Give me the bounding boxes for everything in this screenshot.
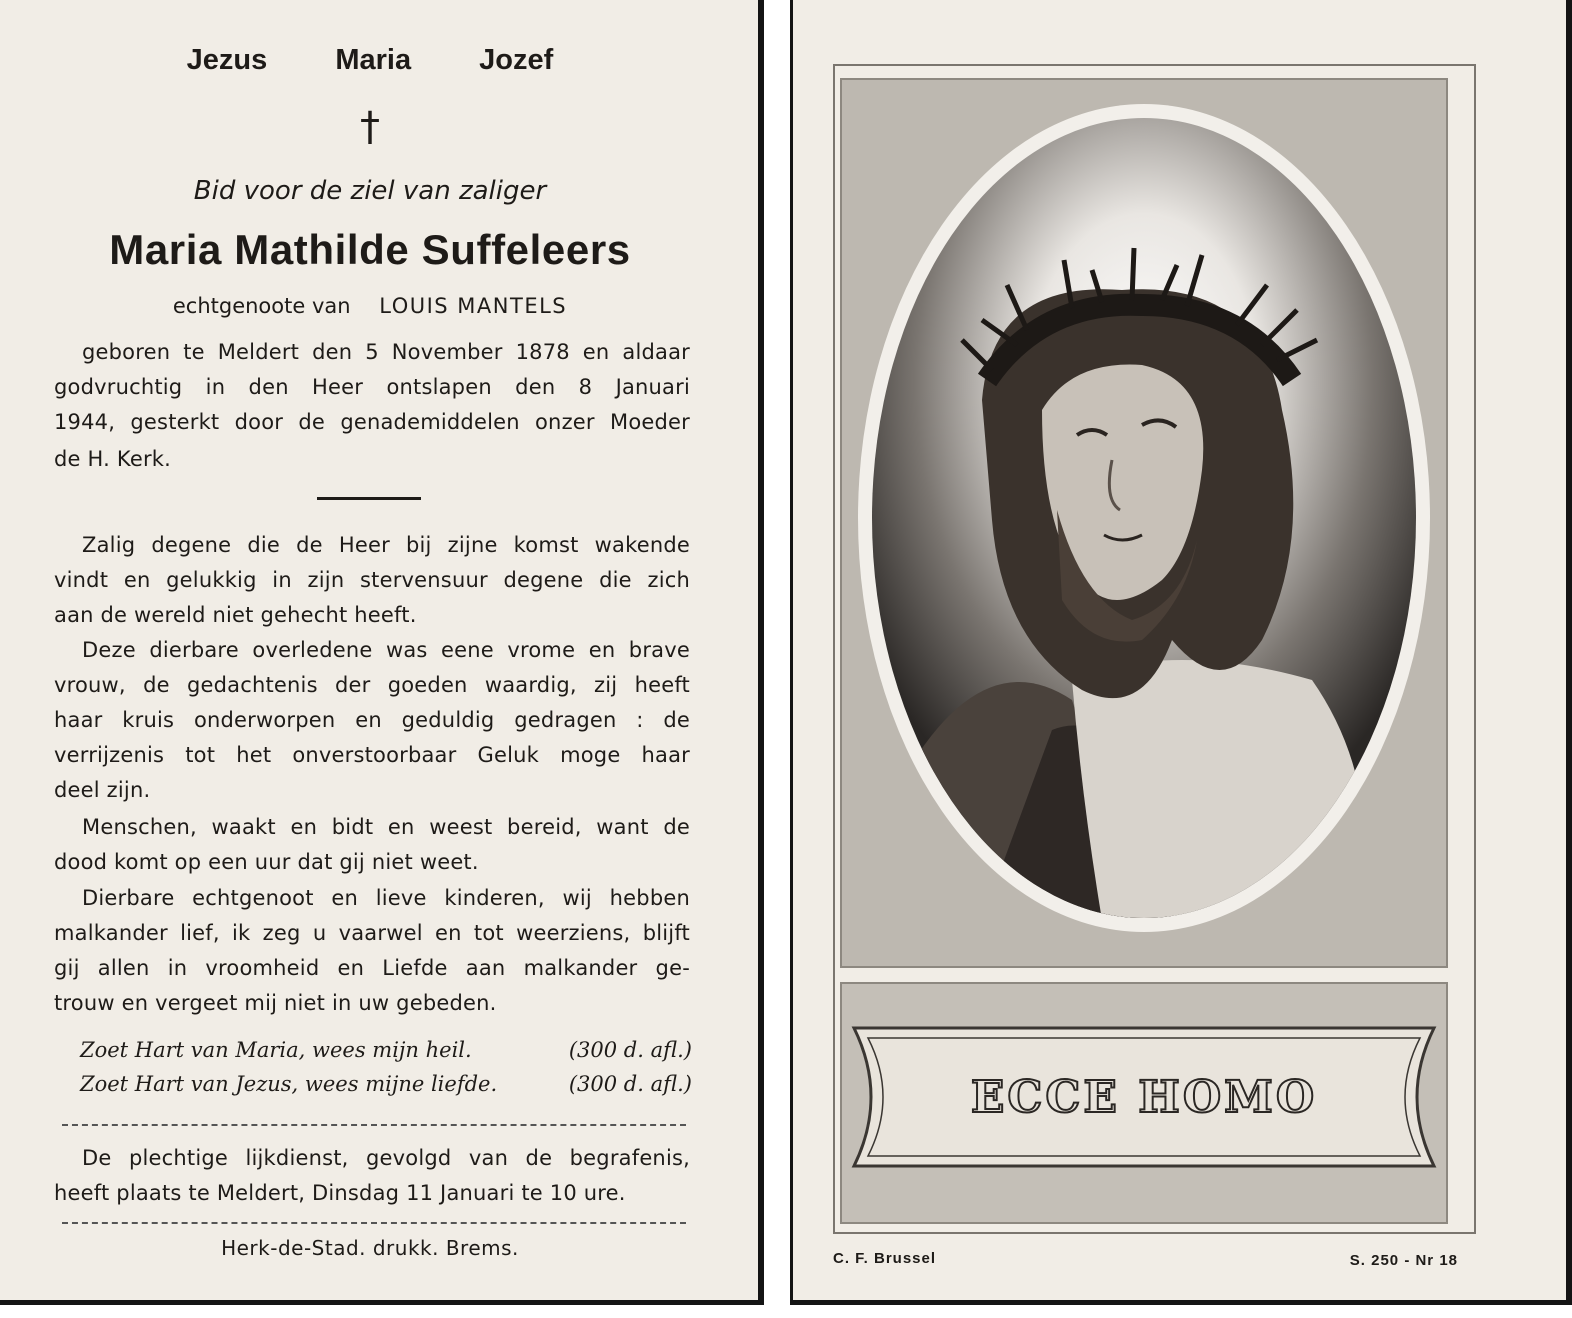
deceased-name: Maria Mathilde Suffeleers [109,226,631,273]
paragraph-line: Menschen, waakt en bidt en weest bereid, want de [82,815,690,839]
paragraph-line: haar kruis onderworpen en geduldig gedragen : de [54,708,690,732]
biography-line: 1944, gesterkt door de genademiddelen onzer Moeder [54,410,690,434]
dashed-divider [62,1222,686,1224]
paragraph-line: deel zijn. [54,778,151,802]
prayer-line [80,1072,692,1096]
paragraph-line: malkander lief, ik zeg u vaarwel en tot weerziens, blijft [54,921,690,945]
header-holy-names [0,44,740,77]
paragraph-line: trouw en vergeet mij niet in uw gebeden. [54,991,497,1015]
spouse-label: echtgenoote van [172,294,351,318]
spouse-line [0,294,740,318]
prayer-text: Zoet Hart van Maria, wees mijn heil. [80,1038,472,1062]
prayer-line [80,1038,692,1062]
series-number: S. 250 - Nr 18 [1349,1252,1458,1269]
paragraph-line: Zalig degene die de Heer bij zijne komst wakende [82,533,690,557]
paragraph-line: vrouw, de gedachtenis der goeden waardig, zij heeft [54,673,690,697]
picture-panel [840,78,1448,968]
paragraph-line: vindt en gelukkig in zijn stervensuur degene die zich [54,568,690,592]
biography-line: geboren te Meldert den 5 November 1878 en aldaar [82,340,690,364]
cross-icon: † [360,104,380,150]
intro-line: Bid voor de ziel van zaliger [193,176,547,206]
paragraph-line: gij allen in vroomheid en Liefde aan malkander ge- [54,956,690,980]
paragraph-line: Dierbare echtgenoot en lieve kinderen, wij hebben [82,886,690,910]
picture-title: ECCE HOMO [970,1072,1318,1123]
holy-name-jozef: Jozef [479,44,554,76]
paragraph-line: aan de wereld niet gehecht heeft. [54,603,417,627]
prayer-indulgence: (300 d. afl.) [568,1038,692,1062]
biography-line: godvruchtig in den Heer ontslapen den 8 Januari [54,375,690,399]
paragraph-line: dood komt op een uur dat gij niet weet. [54,850,479,874]
publisher-imprint: C. F. Brussel [833,1250,937,1267]
paragraph-line: verrijzenis tot het onverstoorbaar Geluk moge haar [54,743,690,767]
holy-name-maria: Maria [335,44,412,76]
prayer-indulgence: (300 d. afl.) [568,1072,692,1096]
dashed-divider [62,1124,686,1126]
ecce-homo-portrait-icon [842,80,1446,966]
biography-line: de H. Kerk. [54,447,172,471]
prayer-text: Zoet Hart van Jezus, wees mijne liefde. [80,1072,498,1096]
printer-imprint: Herk-de-Stad. drukk. Brems. [221,1236,519,1260]
spouse-name: LOUIS MANTELS [379,294,568,318]
memorial-card-text [0,0,764,1305]
holy-name-jezus: Jezus [186,44,268,76]
funeral-line: De plechtige lijkdienst, gevolgd van de begrafenis, [82,1146,690,1170]
divider [317,497,421,500]
funeral-line: heeft plaats te Meldert, Dinsdag 11 Januari te 10 ure. [54,1181,626,1205]
paragraph-line: Deze dierbare overledene was eene vrome en brave [82,638,690,662]
memorial-card-image [790,0,1572,1305]
